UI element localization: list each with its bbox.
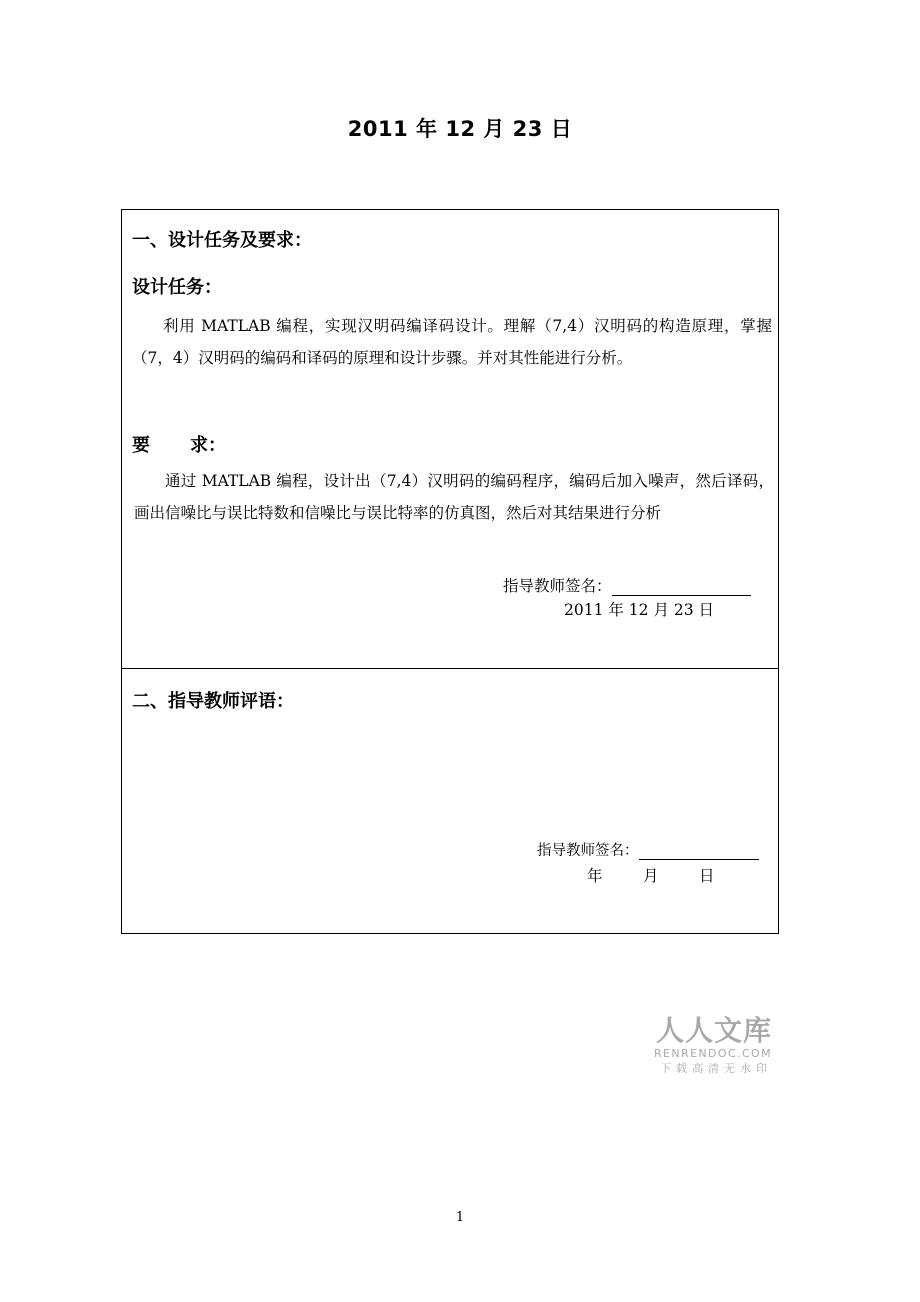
watermark-tagline: 下载高清无水印 xyxy=(660,1062,772,1075)
watermark-logo-text: 人人文库 xyxy=(655,1014,772,1047)
section-1-signature-line xyxy=(503,574,751,596)
section-2-date-fields xyxy=(587,864,715,886)
page-number: 1 xyxy=(455,1210,465,1225)
section-2-heading: 二、指导教师评语： xyxy=(132,691,294,712)
requirement-heading-part-1: 要 xyxy=(132,435,150,456)
teacher-comment-section xyxy=(122,669,778,933)
requirement-description: 通过 MATLAB 编程，设计出（7,4）汉明码的编码程序，编码后加入噪声，然后译码，画出信噪比与误比特数和信噪比与误比特率的仿真图，然后对其结果进行分析 xyxy=(134,472,774,522)
task-description: 利用 MATLAB 编程，实现汉明码编译码设计。理解（7,4）汉明码的构造原理，掌握（7，4）汉明码的编码和译码的原理和设计步骤。并对其性能进行分析。 xyxy=(132,317,772,367)
section-1-signature-date: 2011 年 12 月 23 日 xyxy=(564,601,715,619)
task-heading: 设计任务： xyxy=(132,277,222,298)
year-label: 年 xyxy=(587,867,603,885)
section-2-signature-blank xyxy=(639,842,759,860)
section-1-heading: 一、设计任务及要求： xyxy=(132,230,312,251)
day-label: 日 xyxy=(699,867,715,885)
watermark-domain: RENRENDOC.COM xyxy=(654,1047,772,1060)
task-form-table xyxy=(121,209,779,934)
watermark xyxy=(646,1015,772,1077)
requirement-heading xyxy=(132,431,226,457)
section-2-signature-label: 指导教师签名： xyxy=(537,843,639,859)
section-1-signature-blank xyxy=(612,578,751,596)
section-2-signature-line xyxy=(537,839,759,860)
requirement-heading-part-2: 求： xyxy=(190,435,226,456)
design-task-section xyxy=(122,210,778,669)
month-label: 月 xyxy=(643,867,659,885)
document-date: 2011 年 12 月 23 日 xyxy=(347,117,573,141)
section-1-signature-label: 指导教师签名： xyxy=(503,577,612,595)
